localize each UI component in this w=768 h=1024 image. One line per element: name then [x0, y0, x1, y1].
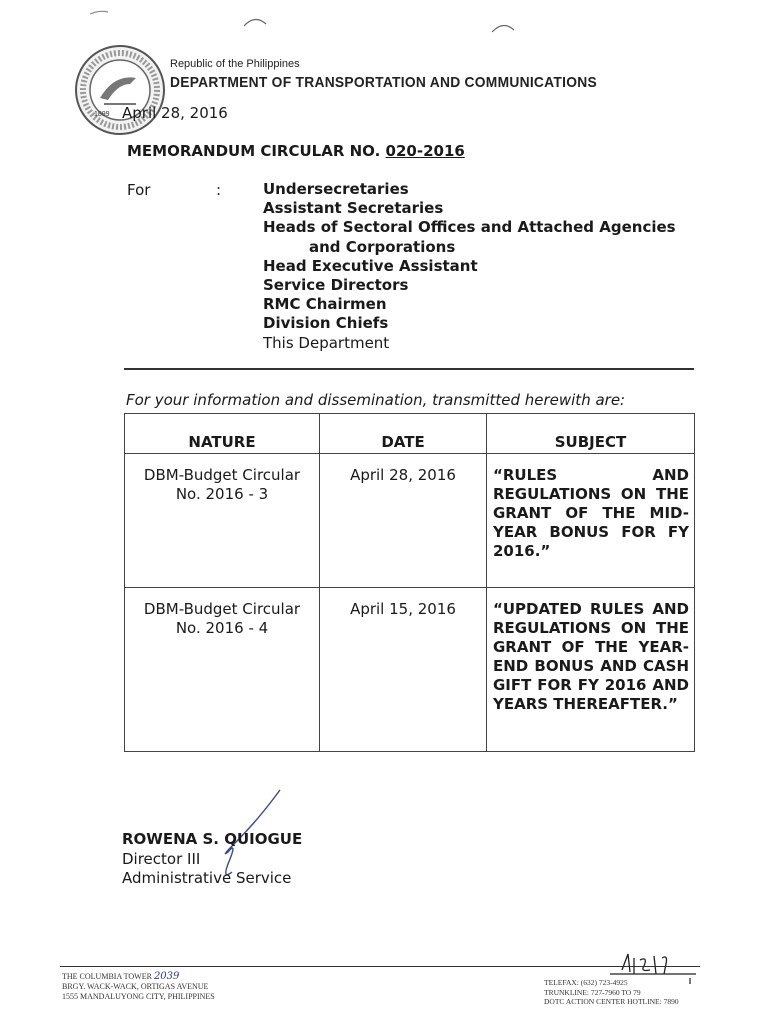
- col-header-subject: SUBJECT: [487, 414, 695, 454]
- nature-line: No. 2016 - 3: [175, 485, 269, 503]
- circular-number: 020-2016: [385, 142, 465, 160]
- section-divider: [124, 368, 694, 370]
- footer-contact-line: DOTC ACTION CENTER HOTLINE: 7890: [544, 997, 679, 1006]
- cell-date: April 28, 2016: [320, 454, 487, 588]
- signatory-office: Administrative Service: [122, 869, 292, 887]
- col-header-date: DATE: [320, 414, 487, 454]
- signatory-title: Director III: [122, 850, 201, 868]
- addressee-item: This Department: [263, 333, 390, 352]
- addressee-item: RMC Chairmen: [263, 295, 387, 314]
- footer-building: THE COLUMBIA TOWER: [62, 972, 152, 981]
- seal-year: 1899: [94, 111, 110, 118]
- cell-date: April 15, 2016: [320, 588, 487, 752]
- intro-text: For your information and dissemination, transmitted herewith are:: [126, 391, 626, 409]
- addressee-item: Head Executive Assistant: [263, 256, 478, 275]
- nature-line: DBM-Budget Circular: [143, 600, 301, 618]
- republic-label: Republic of the Philippines: [170, 58, 300, 70]
- addressee-item: Heads of Sectoral Offices and Attached Agencies: [263, 218, 676, 237]
- col-header-nature: NATURE: [125, 414, 320, 454]
- footer-address-line: [62, 972, 215, 982]
- nature-line: DBM-Budget Circular: [143, 466, 301, 484]
- cell-subject: “RULES AND REGULATIONS ON THE GRANT OF THE MID-YEAR BONUS FOR FY 2016.”: [487, 454, 695, 588]
- nature-line: No. 2016 - 4: [175, 619, 269, 637]
- for-colon: :: [216, 181, 222, 199]
- footer-address-line: 1555 MANDALUYONG CITY, PHILIPPINES: [62, 992, 215, 1001]
- cell-nature: [125, 588, 320, 752]
- circular-title: [127, 142, 465, 160]
- footer-address: [62, 972, 215, 1002]
- cell-subject: “UPDATED RULES AND REGULATIONS ON THE GRANT OF THE YEAR-END BONUS AND CASH GIFT FOR FY 2016 AND YEARS THEREAFTER.”: [487, 588, 695, 752]
- addressee-list: [263, 180, 676, 353]
- for-label: For: [127, 181, 151, 199]
- addressee-item: Undersecretaries: [263, 180, 409, 198]
- dotc-seal: [74, 44, 166, 136]
- transmittal-table: [124, 413, 695, 752]
- cell-nature: [125, 454, 320, 588]
- footer-contact-line: TRUNKLINE: 727-7960 TO 79: [544, 987, 641, 997]
- footer-contact-line: TELEFAX: (632) 723-4925: [544, 978, 628, 987]
- footer-divider: [60, 966, 700, 967]
- addressee-item: Assistant Secretaries: [263, 199, 444, 218]
- handwritten-room-number: 2039: [153, 971, 180, 982]
- footer-address-line: BRGY. WACK-WACK, ORTIGAS AVENUE: [62, 982, 209, 991]
- signatory-name: ROWENA S. QUIOGUE: [122, 830, 303, 848]
- circular-prefix: MEMORANDUM CIRCULAR NO.: [127, 142, 381, 160]
- table-header-row: [125, 414, 695, 454]
- footer-contacts: [544, 978, 679, 1007]
- memo-date: April 28, 2016: [122, 104, 228, 122]
- department-name: DEPARTMENT OF TRANSPORTATION AND COMMUNICATIONS: [170, 74, 597, 91]
- table-row: [125, 454, 695, 588]
- table-row: [125, 588, 695, 752]
- addressee-item: and Corporations: [309, 237, 456, 256]
- addressee-item: Service Directors: [263, 276, 409, 295]
- addressee-item: Division Chiefs: [263, 314, 389, 333]
